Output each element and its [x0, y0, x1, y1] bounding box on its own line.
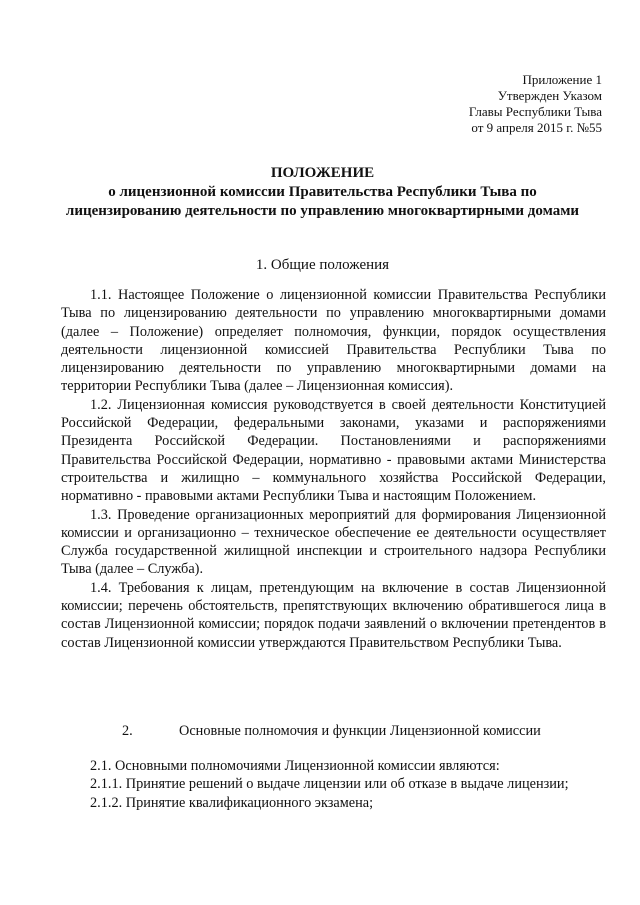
paragraph-number: 2.1.1.: [90, 776, 123, 793]
paragraph-number: 2.1.: [90, 758, 112, 774]
title-line-3: лицензированию деятельности по управлению многоквартирными домами: [65, 203, 580, 219]
paragraph-1-1: [61, 286, 606, 396]
section-2-body: [61, 757, 606, 812]
paragraph-text: Настоящее Положение о лицензионной комиссии Правительства Республики Тыва по лицензированию деятельности по управлению многоквартирными домами (далее – Положение) определяет полномочия, функции, порядок осуществления деятельности лицензионной комиссией Правительства Республики Тыва по лицензированию деятельности по управлению многоквартирными домами на территории Республики Тыва (далее – Лицензионная комиссия).: [61, 287, 606, 395]
approval-stamp: [469, 72, 602, 136]
paragraph-text: Принятие квалификационного экзамена;: [125, 794, 374, 811]
paragraph-number: 1.3.: [90, 506, 112, 523]
paragraph-1-2: [61, 396, 606, 506]
paragraph-1-3: [61, 506, 606, 579]
paragraph-number: 2.1.2.: [90, 794, 123, 811]
approval-line-2: Утвержден Указом: [497, 88, 602, 103]
paragraph-number: 1.4.: [90, 579, 112, 596]
title-line-1: ПОЛОЖЕНИЕ: [270, 165, 375, 181]
paragraph-number: 1.1.: [90, 287, 112, 303]
approval-line-4: от 9 апреля 2015 г. №55: [471, 120, 602, 135]
approval-line-1: Приложение 1: [522, 72, 602, 87]
paragraph-text: Основными полномочиями Лицензионной комиссии являются:: [115, 758, 500, 774]
section-2-title: Основные полномочия и функции Лицензионной комиссии: [179, 723, 541, 739]
paragraph-text: Требования к лицам, претендующим на включение в состав Лицензионной комиссии; перечень обстоятельств, препятствующих включению обратившегося лица в состав Лицензионной комиссии; порядок подачи заявлений о включении претендентов в состав Лицензионной комиссии утверждаются Правительством Республики Тыва.: [61, 579, 606, 651]
section-2-number: 2.: [122, 723, 133, 739]
section-1-body: [61, 286, 606, 652]
paragraph-text: Принятие решений о выдаче лицензии или об отказе в выдаче лицензии;: [125, 776, 569, 793]
paragraph-text: Проведение организационных мероприятий для формирования Лицензионной комиссии и организационно – техническое обеспечение ее деятельности осуществляет Служба государственной жилищной инспекции и строительного надзора Республики Тыва (далее – Служба).: [61, 506, 606, 578]
section-1-heading: 1. Общие положения: [255, 257, 390, 273]
document-title: [40, 164, 605, 221]
section-2-heading: [61, 722, 606, 740]
approval-line-3: Главы Республики Тыва: [468, 104, 602, 119]
paragraph-1-4: [61, 579, 606, 652]
paragraph-2-1-2: [61, 794, 606, 812]
paragraph-number: 1.2.: [90, 396, 112, 413]
title-line-2: о лицензионной комиссии Правительства Республики Тыва по: [108, 184, 537, 200]
paragraph-text: Лицензионная комиссия руководствуется в своей деятельности Конституцией Российской Федерации, федеральными законами, указами и распоряжениями Президента Российской Федерации. Постановлениями и распоряжениями Правительства Российской Федерации, нормативно - правовыми актами Министерства строительства и жилищно – коммунального хозяйства Российской Федерации, нормативно - правовыми актами Республики Тыва и настоящим Положением.: [61, 396, 606, 505]
paragraph-2-1: [61, 757, 606, 775]
paragraph-2-1-1: [61, 775, 606, 793]
